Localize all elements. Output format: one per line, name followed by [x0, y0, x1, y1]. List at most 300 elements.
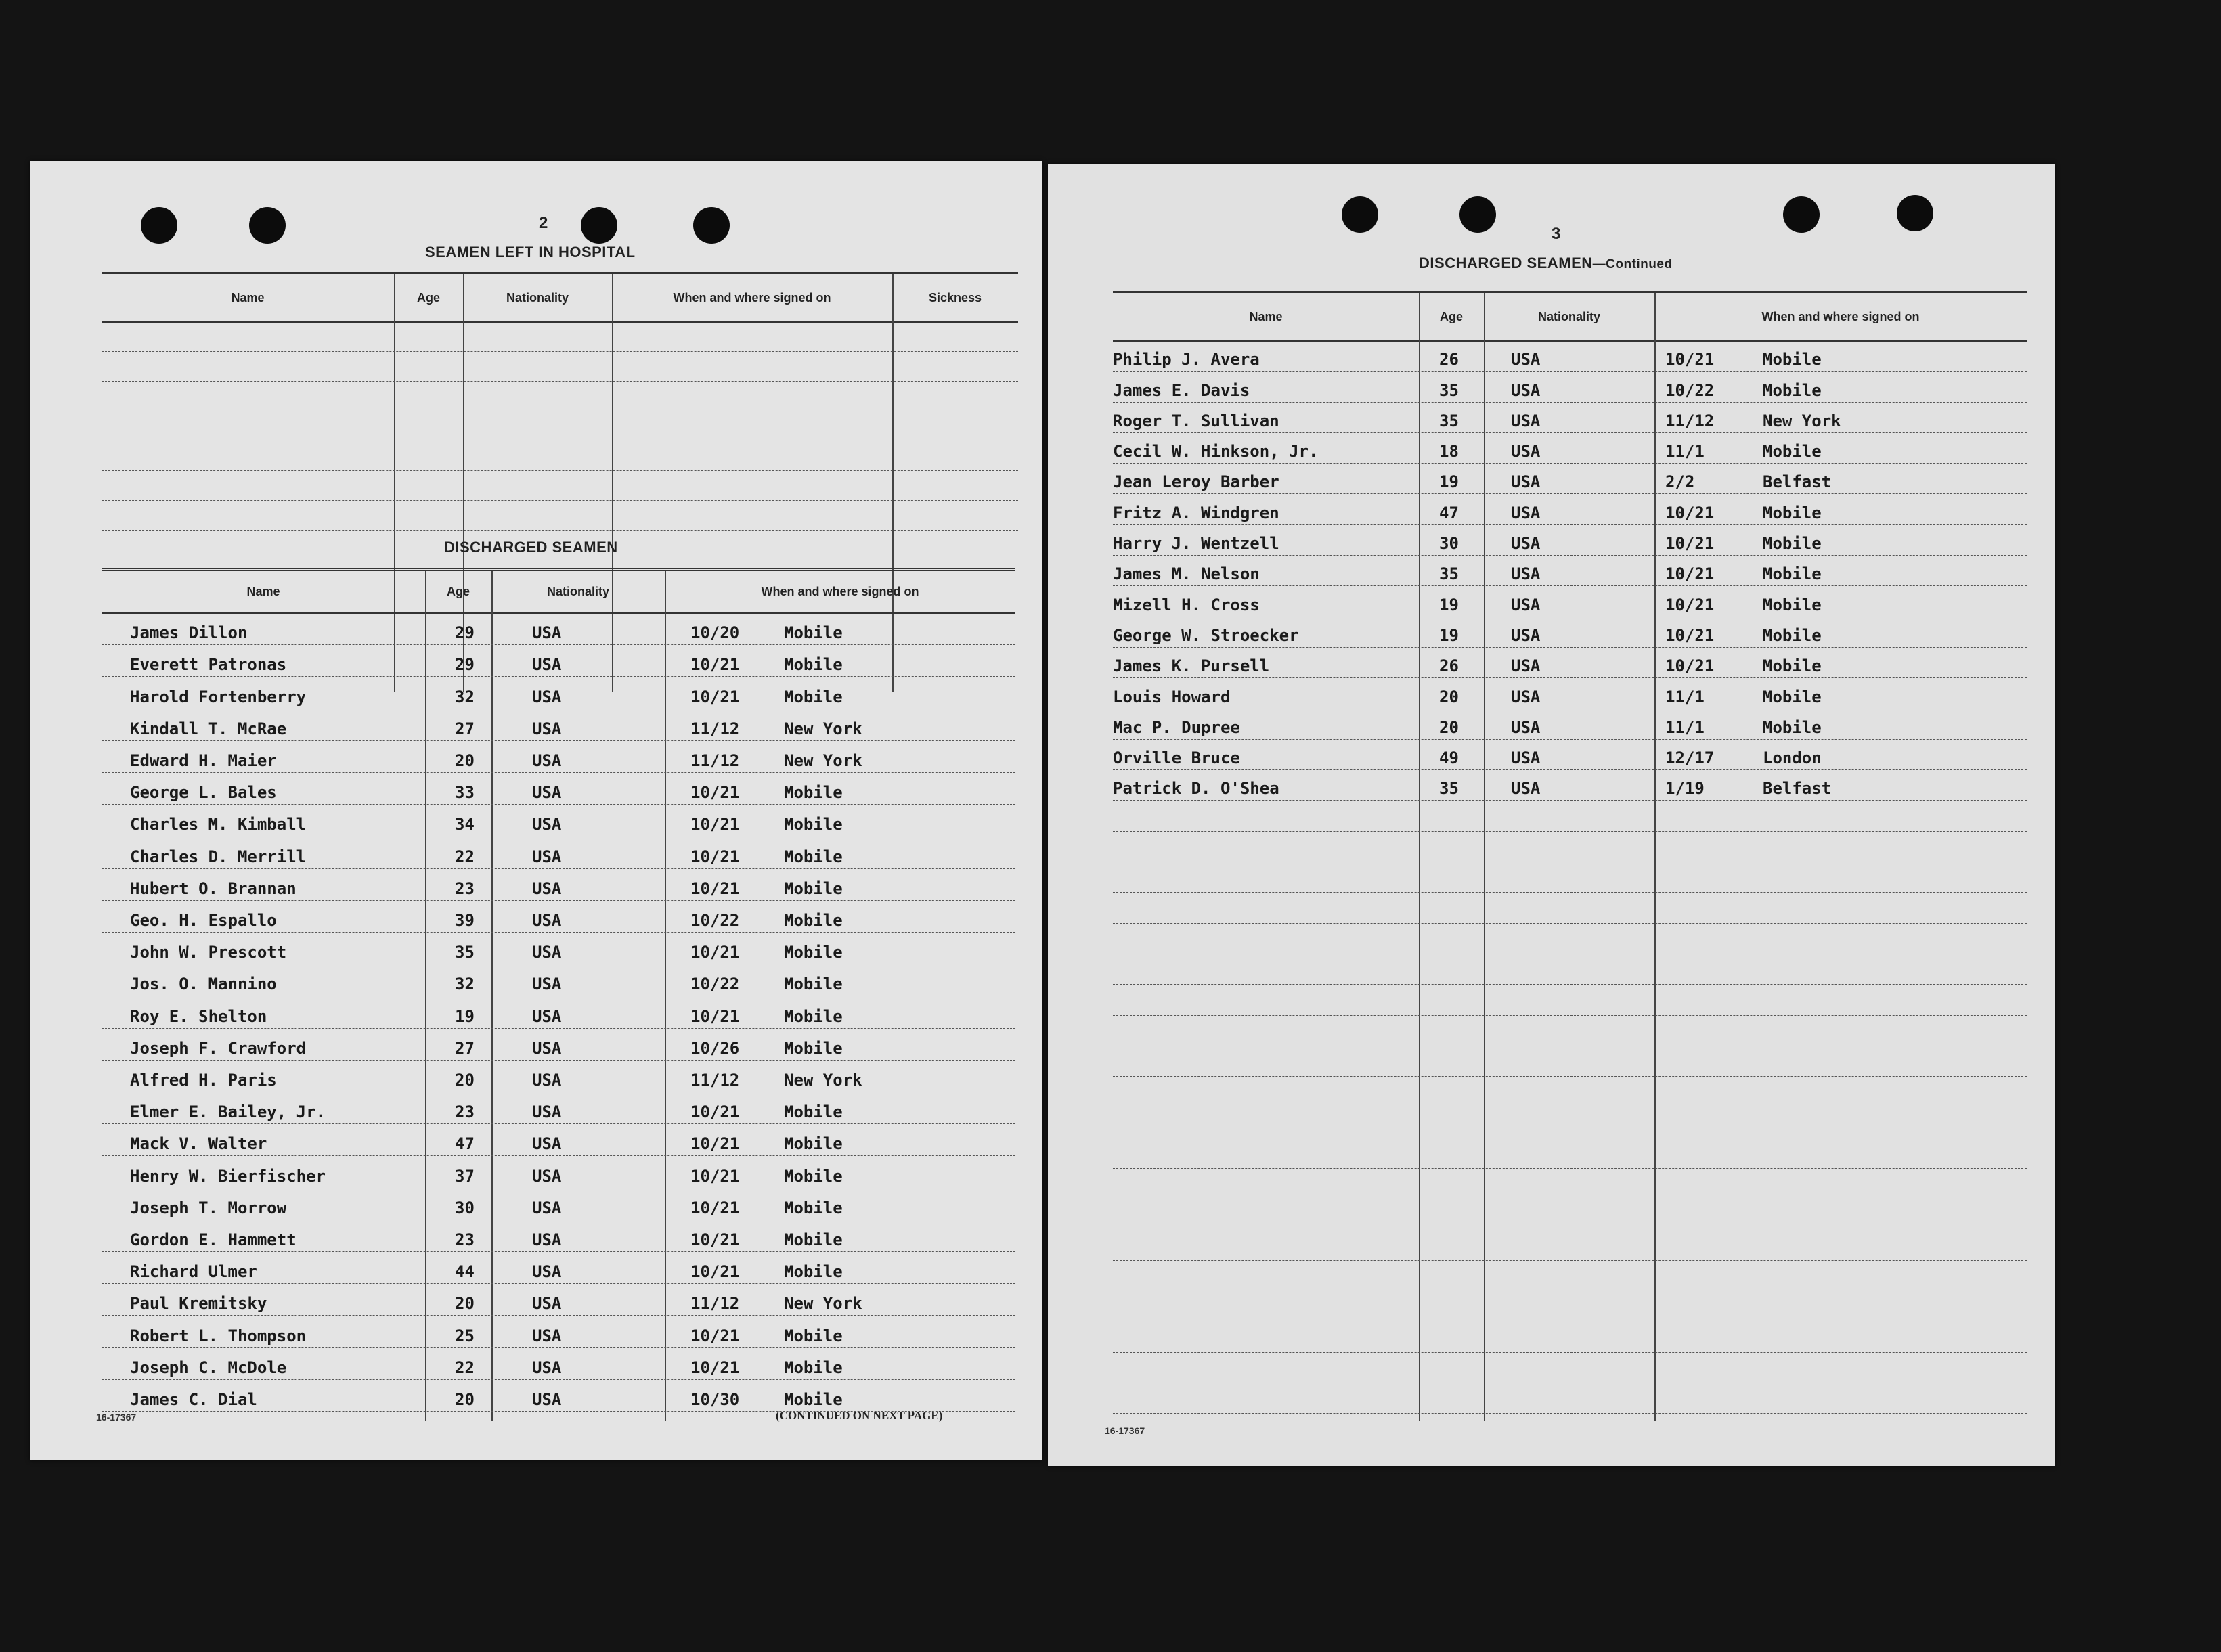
table-row	[102, 868, 1015, 901]
cell-name: Harold Fortenberry	[130, 687, 307, 707]
cell-nationality: USA	[532, 1262, 562, 1282]
cell-date: 10/21	[1665, 503, 1715, 522]
cell-age: 19	[1439, 472, 1459, 492]
blank-row	[1113, 1383, 2027, 1414]
cell-date: 11/1	[1665, 717, 1705, 737]
punch-hole	[1342, 196, 1378, 233]
cell-place: Mobile	[784, 1389, 843, 1409]
cell-age: 20	[455, 1389, 475, 1409]
cell-name: George L. Bales	[130, 783, 277, 803]
table-row	[102, 1283, 1015, 1316]
table-row	[1113, 463, 2027, 494]
cell-place: Mobile	[1763, 656, 1822, 676]
cell-age: 35	[1439, 380, 1459, 400]
cell-name: Gordon E. Hammett	[130, 1230, 296, 1249]
cell-name: Mac P. Dupree	[1113, 717, 1240, 737]
cell-place: Mobile	[784, 1326, 843, 1345]
cell-date: 10/21	[690, 1166, 740, 1186]
cell-nationality: USA	[532, 1038, 562, 1058]
col-header-nationality: Nationality	[506, 290, 569, 305]
table-row	[102, 644, 1015, 677]
table-row	[102, 676, 1015, 709]
table-row	[102, 900, 1015, 933]
cell-nationality: USA	[532, 975, 562, 994]
table-row	[1113, 555, 2027, 586]
cell-date: 11/12	[690, 1294, 740, 1314]
cell-name: Roger T. Sullivan	[1113, 411, 1279, 430]
cell-place: Mobile	[1763, 380, 1822, 400]
cell-date: 12/17	[1665, 749, 1715, 768]
cell-date: 10/26	[690, 1038, 740, 1058]
blank-row	[102, 441, 1018, 471]
table-row	[102, 1123, 1015, 1156]
cell-name: Charles D. Merrill	[130, 847, 307, 866]
cell-name: Louis Howard	[1113, 687, 1231, 707]
cell-nationality: USA	[1511, 350, 1541, 370]
col-header-age: Age	[1439, 309, 1463, 323]
cell-nationality: USA	[532, 1134, 562, 1154]
cell-place: Mobile	[1763, 687, 1822, 707]
punch-hole	[249, 207, 286, 244]
table-row	[1113, 677, 2027, 709]
cell-place: Mobile	[784, 878, 843, 898]
cell-name: Richard Ulmer	[130, 1262, 257, 1282]
col-header-signed-on: When and where signed on	[1761, 309, 1920, 323]
cell-date: 10/30	[690, 1389, 740, 1409]
cell-age: 19	[1439, 625, 1459, 645]
discharged-continued-table	[1113, 291, 2027, 1421]
cell-nationality: USA	[1511, 656, 1541, 676]
cell-date: 10/21	[690, 1326, 740, 1345]
blank-row	[1113, 954, 2027, 985]
table-row	[102, 964, 1015, 996]
cell-place: Mobile	[784, 1006, 843, 1026]
cell-date: 11/12	[690, 1070, 740, 1090]
col-header-name: Name	[1249, 309, 1283, 323]
cell-nationality: USA	[532, 655, 562, 675]
cell-date: 10/21	[690, 1198, 740, 1218]
cell-age: 33	[455, 783, 475, 803]
cell-name: James C. Dial	[130, 1389, 257, 1409]
cell-age: 20	[455, 1070, 475, 1090]
col-header-nationality: Nationality	[546, 584, 609, 598]
cell-date: 10/21	[690, 815, 740, 834]
table-row	[102, 1220, 1015, 1252]
cell-nationality: USA	[1511, 625, 1541, 645]
cell-nationality: USA	[532, 783, 562, 803]
cell-date: 10/21	[690, 783, 740, 803]
cell-name: Cecil W. Hinkson, Jr.	[1113, 442, 1319, 462]
cell-age: 37	[455, 1166, 475, 1186]
table-row	[102, 1188, 1015, 1220]
discharged-table	[102, 568, 1015, 1421]
cell-name: James E. Davis	[1113, 380, 1250, 400]
cell-name: Philip J. Avera	[1113, 350, 1260, 370]
cell-nationality: USA	[532, 943, 562, 962]
cell-name: Geo. H. Espallo	[130, 910, 277, 930]
cell-place: Mobile	[1763, 350, 1822, 370]
cell-place: Mobile	[784, 687, 843, 707]
cell-age: 34	[455, 815, 475, 834]
blank-row	[1113, 1230, 2027, 1261]
cell-nationality: USA	[532, 719, 562, 738]
table-row	[1113, 585, 2027, 617]
cell-place: Mobile	[1763, 534, 1822, 554]
cell-date: 10/21	[690, 1358, 740, 1377]
table-row	[102, 1347, 1015, 1380]
cell-name: Jean Leroy Barber	[1113, 472, 1279, 492]
cell-age: 30	[455, 1198, 475, 1218]
cell-nationality: USA	[532, 1230, 562, 1249]
col-header-sickness: Sickness	[928, 290, 982, 305]
cell-date: 10/22	[1665, 380, 1715, 400]
cell-date: 11/12	[690, 751, 740, 770]
form-number: 16-17367	[1105, 1425, 1145, 1436]
cell-age: 32	[455, 975, 475, 994]
hospital-section-title: SEAMEN LEFT IN HOSPITAL	[425, 244, 636, 261]
cell-age: 47	[455, 1134, 475, 1154]
cell-name: Edward H. Maier	[130, 751, 277, 770]
cell-date: 1/19	[1665, 779, 1705, 799]
cell-age: 23	[455, 1102, 475, 1122]
table-row	[102, 996, 1015, 1028]
cell-place: Mobile	[784, 655, 843, 675]
table-row	[102, 804, 1015, 836]
table-row	[102, 1379, 1015, 1412]
col-header-age: Age	[446, 584, 470, 598]
cell-name: James M. Nelson	[1113, 564, 1260, 584]
cell-place: Mobile	[784, 1102, 843, 1122]
cell-nationality: USA	[1511, 779, 1541, 799]
cell-name: Harry J. Wentzell	[1113, 534, 1279, 554]
cell-place: Mobile	[784, 847, 843, 866]
punch-hole	[141, 207, 177, 244]
blank-row	[102, 411, 1018, 441]
table-row	[102, 932, 1015, 964]
cell-place: Belfast	[1763, 779, 1832, 799]
table-row	[102, 1028, 1015, 1061]
cell-place: Belfast	[1763, 472, 1832, 492]
cell-nationality: USA	[1511, 687, 1541, 707]
blank-row	[102, 351, 1018, 382]
cell-age: 32	[455, 687, 475, 707]
cell-name: Roy E. Shelton	[130, 1006, 267, 1026]
cell-date: 2/2	[1665, 472, 1695, 492]
cell-place: Mobile	[784, 783, 843, 803]
cell-age: 27	[455, 719, 475, 738]
cell-place: Mobile	[784, 1134, 843, 1154]
table-row	[1113, 371, 2027, 402]
cell-age: 20	[1439, 687, 1459, 707]
right-page	[1048, 164, 2055, 1466]
cell-place: New York	[784, 719, 862, 738]
cell-age: 30	[1439, 534, 1459, 554]
table-row	[102, 836, 1015, 868]
cell-place: Mobile	[784, 1038, 843, 1058]
cell-nationality: USA	[1511, 472, 1541, 492]
discharged-section-title: DISCHARGED SEAMEN	[444, 539, 618, 556]
cell-date: 10/21	[690, 847, 740, 866]
cell-place: Mobile	[784, 1230, 843, 1249]
cell-age: 39	[455, 910, 475, 930]
cell-nationality: USA	[532, 1198, 562, 1218]
cell-date: 10/22	[690, 910, 740, 930]
cell-place: New York	[784, 751, 862, 770]
table-row	[102, 612, 1015, 645]
table-row	[102, 709, 1015, 741]
form-number: 16-17367	[96, 1412, 137, 1423]
cell-place: Mobile	[1763, 717, 1822, 737]
cell-place: Mobile	[784, 975, 843, 994]
cell-nationality: USA	[532, 878, 562, 898]
cell-nationality: USA	[532, 1006, 562, 1026]
blank-row	[1113, 1107, 2027, 1138]
blank-row	[1113, 1352, 2027, 1383]
cell-date: 10/21	[690, 943, 740, 962]
discharged-continued-title	[1419, 254, 1673, 272]
cell-name: Joseph F. Crawford	[130, 1038, 307, 1058]
cell-age: 19	[455, 1006, 475, 1026]
table-row	[102, 1251, 1015, 1284]
table-row	[102, 1060, 1015, 1092]
cell-name: Joseph T. Morrow	[130, 1198, 287, 1218]
cell-nationality: USA	[1511, 380, 1541, 400]
cell-nationality: USA	[1511, 749, 1541, 768]
blank-row	[1113, 1015, 2027, 1046]
blank-row	[1113, 892, 2027, 923]
punch-hole	[1783, 196, 1820, 233]
cell-age: 18	[1439, 442, 1459, 462]
cell-nationality: USA	[532, 1166, 562, 1186]
cell-age: 26	[1439, 656, 1459, 676]
cell-nationality: USA	[532, 623, 562, 643]
cell-age: 25	[455, 1326, 475, 1345]
table-row	[1113, 402, 2027, 433]
title-suffix: —Continued	[1592, 257, 1673, 271]
cell-name: Elmer E. Bailey, Jr.	[130, 1102, 326, 1122]
cell-nationality: USA	[532, 1294, 562, 1314]
cell-name: Patrick D. O'Shea	[1113, 779, 1279, 799]
cell-place: Mobile	[784, 623, 843, 643]
cell-nationality: USA	[532, 1358, 562, 1377]
cell-age: 49	[1439, 749, 1459, 768]
cell-date: 10/22	[690, 975, 740, 994]
table-row	[1113, 617, 2027, 648]
cell-name: Henry W. Bierfischer	[130, 1166, 326, 1186]
cell-age: 44	[455, 1262, 475, 1282]
cell-place: Mobile	[784, 1198, 843, 1218]
cell-date: 10/21	[1665, 656, 1715, 676]
cell-place: Mobile	[1763, 503, 1822, 522]
cell-date: 11/1	[1665, 442, 1705, 462]
cell-age: 26	[1439, 350, 1459, 370]
cell-name: Jos. O. Mannino	[130, 975, 277, 994]
cell-age: 22	[455, 847, 475, 866]
cell-place: Mobile	[1763, 625, 1822, 645]
cell-name: Fritz A. Windgren	[1113, 503, 1279, 522]
blank-row	[1113, 862, 2027, 893]
blank-row	[1113, 1260, 2027, 1291]
page-number: 2	[539, 214, 548, 232]
cell-date: 10/21	[1665, 595, 1715, 615]
cell-name: George W. Stroecker	[1113, 625, 1299, 645]
cell-place: Mobile	[784, 1166, 843, 1186]
cell-name: Paul Kremitsky	[130, 1294, 267, 1314]
table-row	[102, 772, 1015, 805]
table-row	[1113, 494, 2027, 525]
cell-age: 22	[455, 1358, 475, 1377]
cell-place: Mobile	[784, 943, 843, 962]
cell-age: 20	[1439, 717, 1459, 737]
cell-date: 10/21	[690, 1102, 740, 1122]
cell-date: 11/1	[1665, 687, 1705, 707]
cell-age: 20	[455, 751, 475, 770]
left-page	[30, 161, 1042, 1460]
cell-nationality: USA	[1511, 564, 1541, 584]
cell-date: 10/21	[690, 1230, 740, 1249]
cell-name: Mack V. Walter	[130, 1134, 267, 1154]
cell-place: Mobile	[784, 1358, 843, 1377]
table-row	[1113, 647, 2027, 678]
cell-place: New York	[784, 1294, 862, 1314]
cell-age: 35	[455, 943, 475, 962]
blank-row	[102, 470, 1018, 501]
punch-hole	[581, 207, 617, 244]
cell-place: New York	[784, 1070, 862, 1090]
cell-date: 11/12	[1665, 411, 1715, 430]
cell-date: 10/21	[690, 655, 740, 675]
cell-place: Mobile	[1763, 564, 1822, 584]
cell-place: London	[1763, 749, 1822, 768]
cell-name: James Dillon	[130, 623, 248, 643]
continued-note: (CONTINUED ON NEXT PAGE)	[776, 1409, 943, 1422]
blank-row	[102, 500, 1018, 531]
cell-place: New York	[1763, 411, 1841, 430]
cell-date: 10/20	[690, 623, 740, 643]
hospital-table-header	[102, 274, 1018, 323]
cell-date: 10/21	[1665, 534, 1715, 554]
cell-date: 10/21	[690, 1006, 740, 1026]
blank-row	[1113, 1076, 2027, 1107]
cell-date: 10/21	[1665, 350, 1715, 370]
table-row	[1113, 769, 2027, 801]
cell-age: 23	[455, 1230, 475, 1249]
cell-nationality: USA	[532, 1102, 562, 1122]
cell-name: Robert L. Thompson	[130, 1326, 307, 1345]
cell-date: 11/12	[690, 719, 740, 738]
cell-date: 10/21	[1665, 625, 1715, 645]
cell-age: 19	[1439, 595, 1459, 615]
cell-name: Joseph C. McDole	[130, 1358, 287, 1377]
cell-nationality: USA	[532, 1070, 562, 1090]
cell-age: 29	[455, 655, 475, 675]
blank-row	[1113, 984, 2027, 1015]
cell-name: Kindall T. McRae	[130, 719, 287, 738]
col-header-nationality: Nationality	[1537, 309, 1600, 323]
punch-hole	[1897, 195, 1933, 231]
table-row	[1113, 432, 2027, 464]
cell-age: 35	[1439, 779, 1459, 799]
cell-age: 27	[455, 1038, 475, 1058]
cell-age: 47	[1439, 503, 1459, 522]
blank-row	[1113, 923, 2027, 954]
blank-row	[1113, 1291, 2027, 1322]
cell-name: Orville Bruce	[1113, 749, 1240, 768]
table-row	[1113, 340, 2027, 372]
cell-place: Mobile	[784, 910, 843, 930]
cell-nationality: USA	[532, 751, 562, 770]
cell-nationality: USA	[1511, 534, 1541, 554]
punch-hole	[1459, 196, 1496, 233]
blank-row	[1113, 1138, 2027, 1169]
col-header-signed-on: When and where signed on	[673, 290, 831, 305]
cell-date: 10/21	[690, 687, 740, 707]
cell-name: Alfred H. Paris	[130, 1070, 277, 1090]
cell-name: Hubert O. Brannan	[130, 878, 296, 898]
cell-age: 35	[1439, 564, 1459, 584]
cell-nationality: USA	[532, 687, 562, 707]
table-row	[102, 1315, 1015, 1347]
cell-nationality: USA	[1511, 503, 1541, 522]
table-row	[1113, 524, 2027, 556]
table-row	[102, 740, 1015, 773]
discharged-continued-header	[1113, 293, 2027, 342]
table-row	[102, 1155, 1015, 1188]
cell-date: 10/21	[690, 1262, 740, 1282]
cell-place: Mobile	[784, 815, 843, 834]
cell-name: John W. Prescott	[130, 943, 287, 962]
discharged-table-header	[102, 571, 1015, 614]
cell-date: 10/21	[690, 878, 740, 898]
cell-nationality: USA	[1511, 442, 1541, 462]
cell-date: 10/21	[690, 1134, 740, 1154]
cell-name: Charles M. Kimball	[130, 815, 307, 834]
cell-place: Mobile	[784, 1262, 843, 1282]
cell-nationality: USA	[532, 910, 562, 930]
cell-nationality: USA	[1511, 717, 1541, 737]
blank-row	[1113, 1199, 2027, 1230]
punch-hole	[693, 207, 730, 244]
cell-nationality: USA	[532, 1326, 562, 1345]
cell-nationality: USA	[1511, 411, 1541, 430]
cell-name: James K. Pursell	[1113, 656, 1270, 676]
table-row	[1113, 739, 2027, 770]
col-header-name: Name	[231, 290, 265, 305]
cell-nationality: USA	[532, 815, 562, 834]
col-header-age: Age	[416, 290, 440, 305]
blank-row	[1113, 1046, 2027, 1077]
page-number: 3	[1552, 225, 1561, 243]
cell-age: 35	[1439, 411, 1459, 430]
title-main: DISCHARGED SEAMEN	[1419, 254, 1593, 271]
col-header-name: Name	[246, 584, 280, 598]
cell-nationality: USA	[1511, 595, 1541, 615]
table-row	[1113, 709, 2027, 740]
cell-place: Mobile	[1763, 595, 1822, 615]
blank-row	[1113, 1322, 2027, 1353]
cell-place: Mobile	[1763, 442, 1822, 462]
cell-name: Everett Patronas	[130, 655, 287, 675]
cell-name: Mizell H. Cross	[1113, 595, 1260, 615]
blank-row	[1113, 1168, 2027, 1199]
blank-row	[102, 321, 1018, 352]
table-row	[102, 1092, 1015, 1124]
col-header-signed-on: When and where signed on	[761, 584, 919, 598]
cell-nationality: USA	[532, 847, 562, 866]
cell-age: 29	[455, 623, 475, 643]
blank-row	[1113, 831, 2027, 862]
cell-nationality: USA	[532, 1389, 562, 1409]
